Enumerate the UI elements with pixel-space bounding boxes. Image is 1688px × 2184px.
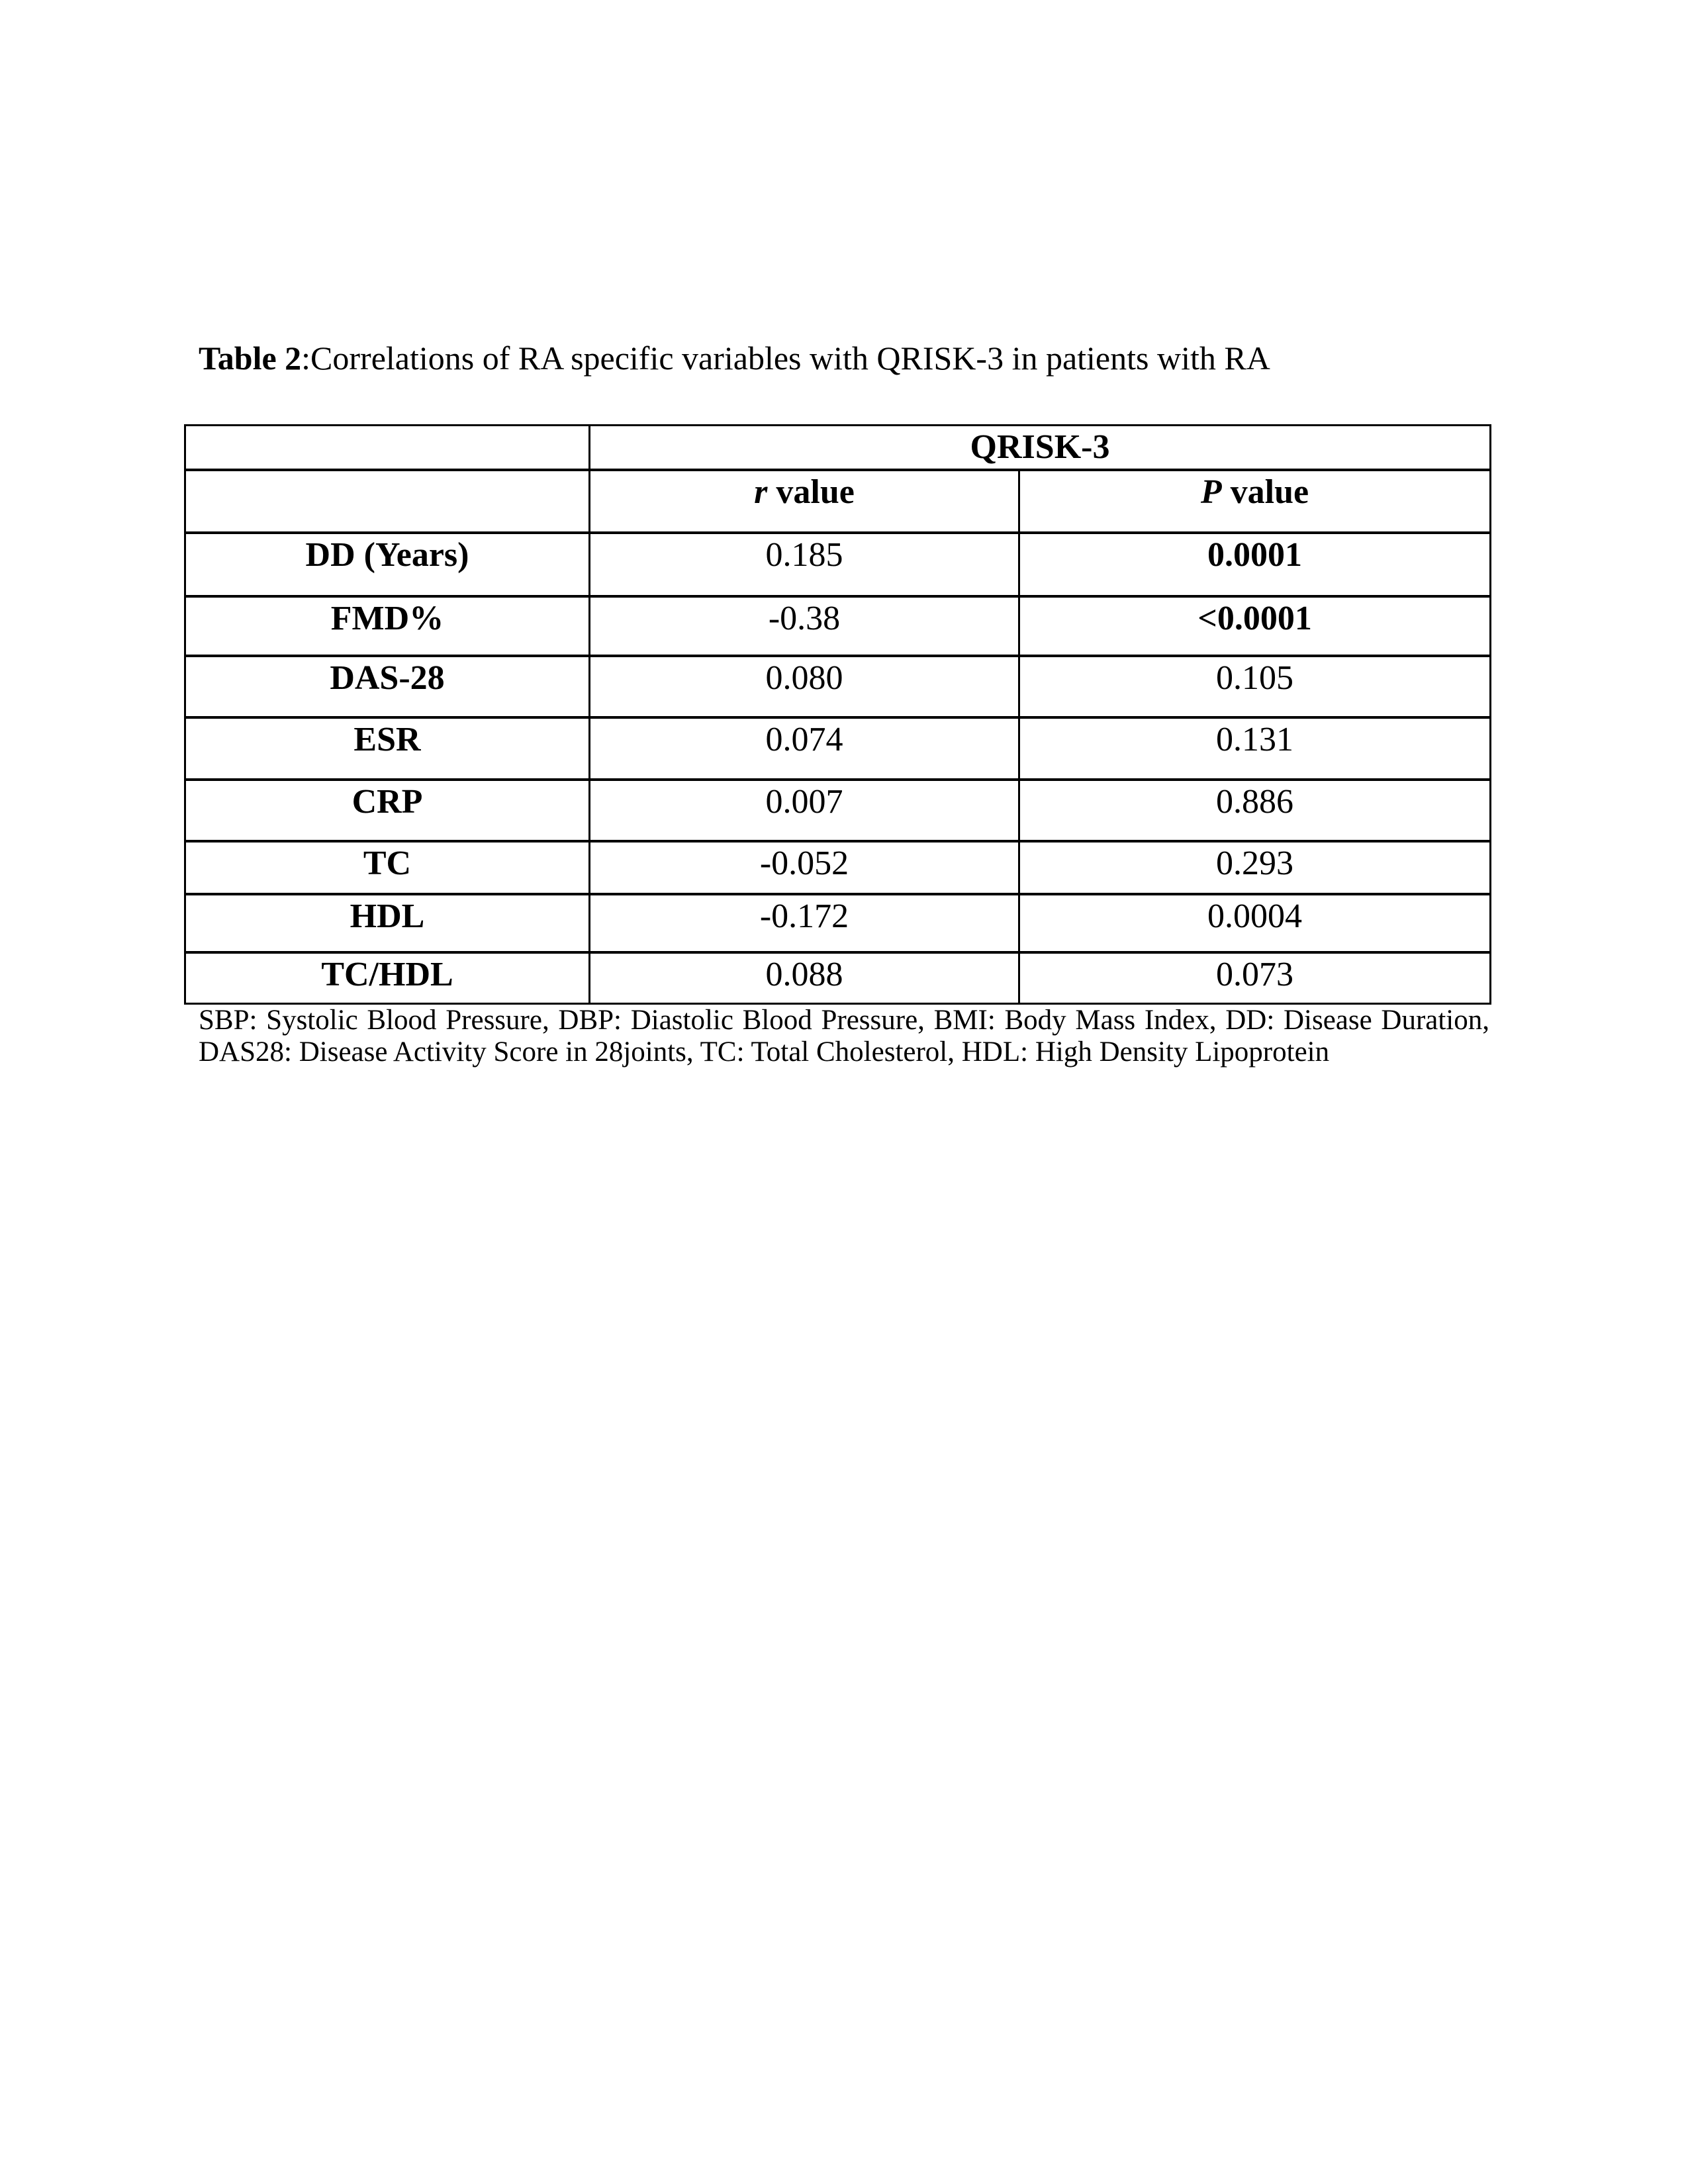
header-group-qrisk3: QRISK-3	[590, 426, 1491, 470]
p-value-cell: 0.131	[1019, 717, 1491, 780]
table-caption-text: :Correlations of RA specific variables with QRISK-3 in patients with RA	[301, 340, 1270, 377]
header-p-value	[1019, 470, 1491, 533]
p-value-cell: 0.886	[1019, 780, 1491, 841]
r-value-cell: 0.088	[590, 952, 1019, 1004]
table-row	[185, 656, 1491, 717]
row-label-cell: FMD%	[185, 596, 590, 656]
p-symbol: P	[1200, 473, 1222, 511]
row-label-cell: ESR	[185, 717, 590, 780]
r-value-cell: 0.074	[590, 717, 1019, 780]
header-r-value	[590, 470, 1019, 533]
header-group-row	[185, 426, 1491, 470]
footnote	[199, 1005, 1489, 1068]
p-value-cell: 0.293	[1019, 841, 1491, 894]
row-label-cell: CRP	[185, 780, 590, 841]
r-value-cell: -0.052	[590, 841, 1019, 894]
footnote-line-1: SBP: Systolic Blood Pressure, DBP: Diastolic Blood Pressure, BMI: Body Mass Index, DD: Disease Duration,	[199, 1005, 1489, 1036]
p-value-cell: 0.0001	[1019, 533, 1491, 596]
row-label-cell: HDL	[185, 894, 590, 952]
p-value-label: value	[1230, 473, 1309, 511]
r-value-cell: 0.080	[590, 656, 1019, 717]
r-value-cell: 0.185	[590, 533, 1019, 596]
p-value-cell: <0.0001	[1019, 596, 1491, 656]
r-value-cell: 0.007	[590, 780, 1019, 841]
p-value-cell: 0.073	[1019, 952, 1491, 1004]
p-value-cell: 0.105	[1019, 656, 1491, 717]
p-value-cell: 0.0004	[1019, 894, 1491, 952]
table-caption-number: Table 2	[199, 340, 302, 377]
header-empty-cell	[185, 426, 590, 470]
row-label-cell: DAS-28	[185, 656, 590, 717]
table-row	[185, 841, 1491, 894]
table-caption	[199, 339, 1270, 377]
table-row	[185, 596, 1491, 656]
r-symbol: r	[754, 473, 768, 511]
table-row	[185, 533, 1491, 596]
footnote-line-2: DAS28: Disease Activity Score in 28joints, TC: Total Cholesterol, HDL: High Density Lipoprotein	[199, 1036, 1330, 1068]
table-row	[185, 780, 1491, 841]
r-value-cell: -0.38	[590, 596, 1019, 656]
table-row	[185, 717, 1491, 780]
table-row	[185, 952, 1491, 1004]
correlations-table	[184, 424, 1491, 1005]
row-label-cell: DD (Years)	[185, 533, 590, 596]
r-value-label: value	[776, 473, 855, 511]
row-label-cell: TC/HDL	[185, 952, 590, 1004]
table-row	[185, 894, 1491, 952]
header-empty-cell-2	[185, 470, 590, 533]
r-value-cell: -0.172	[590, 894, 1019, 952]
header-columns-row	[185, 470, 1491, 533]
row-label-cell: TC	[185, 841, 590, 894]
